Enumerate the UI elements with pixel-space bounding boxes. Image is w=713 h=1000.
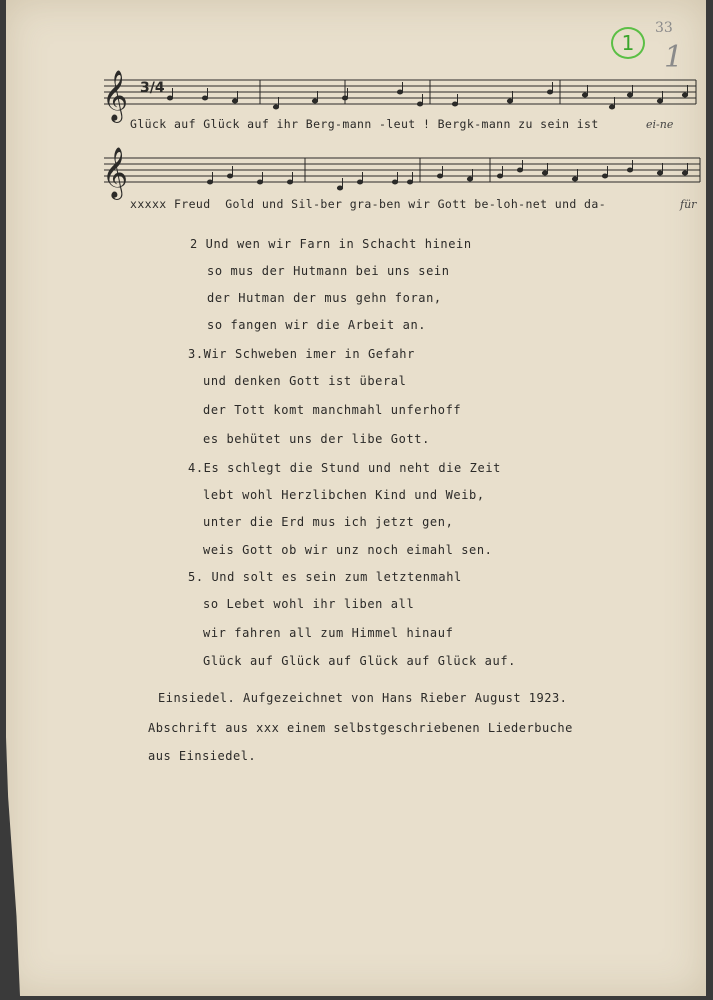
note-head bbox=[517, 168, 522, 172]
verse-5-line-4: Glück auf Glück auf Glück auf Glück auf. bbox=[203, 654, 516, 668]
note-head bbox=[609, 105, 614, 109]
note-head bbox=[397, 90, 402, 94]
note-head bbox=[602, 174, 607, 178]
source-note-line-2: Abschrift aus xxx einem selbstgeschriebenen Liederbuche bbox=[148, 721, 573, 735]
verse-5-line-2: so Lebet wohl ihr liben all bbox=[203, 597, 415, 611]
note-head bbox=[257, 180, 262, 184]
staff-2 bbox=[104, 158, 700, 190]
source-note-line-3: aus Einsiedel. bbox=[148, 749, 257, 763]
note-head bbox=[287, 180, 292, 184]
note-head bbox=[437, 174, 442, 178]
note-head bbox=[497, 174, 502, 178]
verse-5-line-3: wir fahren all zum Himmel hinauf bbox=[203, 626, 454, 640]
note-head bbox=[542, 171, 547, 175]
treble-clef-icon: 𝄞 bbox=[102, 70, 129, 121]
note-head bbox=[232, 99, 237, 103]
note-head bbox=[407, 180, 412, 184]
verse-2-line-1: 2 Und wen wir Farn in Schacht hinein bbox=[190, 237, 472, 251]
verse-4-line-1: 4.Es schlegt die Stund und neht die Zeit bbox=[188, 461, 501, 475]
verse-4-line-4: weis Gott ob wir unz noch eimahl sen. bbox=[203, 543, 493, 557]
note-head bbox=[627, 93, 632, 97]
verse-3-line-3: der Tott komt manchmahl unferhoff bbox=[203, 403, 462, 417]
archive-page-number-small: 33 bbox=[655, 20, 673, 36]
note-head bbox=[342, 96, 347, 100]
source-note-line-1: Einsiedel. Aufgezeichnet von Hans Rieber August 1923. bbox=[158, 691, 568, 705]
note-head bbox=[657, 99, 662, 103]
note-head bbox=[202, 96, 207, 100]
note-head bbox=[657, 171, 662, 175]
verse-5-line-1: 5. Und solt es sein zum letztenmahl bbox=[188, 570, 462, 584]
note-head bbox=[507, 99, 512, 103]
handwritten-lyric-2: für bbox=[680, 198, 697, 211]
note-head bbox=[547, 90, 552, 94]
note-head bbox=[207, 180, 212, 184]
note-head bbox=[572, 177, 577, 181]
time-signature: 3/4 bbox=[140, 80, 165, 96]
note-head bbox=[452, 102, 457, 106]
verse-2-line-2: so mus der Hutmann bei uns sein bbox=[207, 264, 450, 278]
verse-2-line-4: so fangen wir die Arbeit an. bbox=[207, 318, 427, 332]
archive-page-number-large: 1 bbox=[664, 40, 684, 75]
note-head bbox=[273, 105, 278, 109]
treble-clef-icon: 𝄞 bbox=[102, 147, 129, 198]
note-head bbox=[227, 174, 232, 178]
note-head bbox=[682, 93, 687, 97]
note-head bbox=[167, 96, 172, 100]
note-head bbox=[417, 102, 422, 106]
verse-3-line-4: es behütet uns der libe Gott. bbox=[203, 432, 430, 446]
note-head bbox=[682, 171, 687, 175]
note-head bbox=[337, 186, 342, 190]
verse-3-line-2: und denken Gott ist überal bbox=[203, 374, 407, 388]
note-head bbox=[357, 180, 362, 184]
lyrics-line-2: xxxxx Freud Gold und Sil-ber gra-ben wir Gott be-loh-net und da- bbox=[130, 197, 607, 211]
note-head bbox=[312, 99, 317, 103]
note-head bbox=[392, 180, 397, 184]
verse-2-line-3: der Hutman der mus gehn foran, bbox=[207, 291, 442, 305]
note-head bbox=[467, 177, 472, 181]
verse-3-line-1: 3.Wir Schweben imer in Gefahr bbox=[188, 347, 415, 361]
note-head bbox=[582, 93, 587, 97]
circled-archive-number: 1 bbox=[611, 27, 645, 59]
lyrics-line-1: Glück auf Glück auf ihr Berg-mann -leut ! Bergk-mann zu sein ist bbox=[130, 117, 599, 131]
verse-4-line-2: lebt wohl Herzlibchen Kind und Weib, bbox=[203, 488, 485, 502]
staff-1 bbox=[104, 80, 696, 109]
note-head bbox=[627, 168, 632, 172]
handwritten-lyric-1: ei-ne bbox=[646, 118, 674, 131]
verse-4-line-3: unter die Erd mus ich jetzt gen, bbox=[203, 515, 454, 529]
